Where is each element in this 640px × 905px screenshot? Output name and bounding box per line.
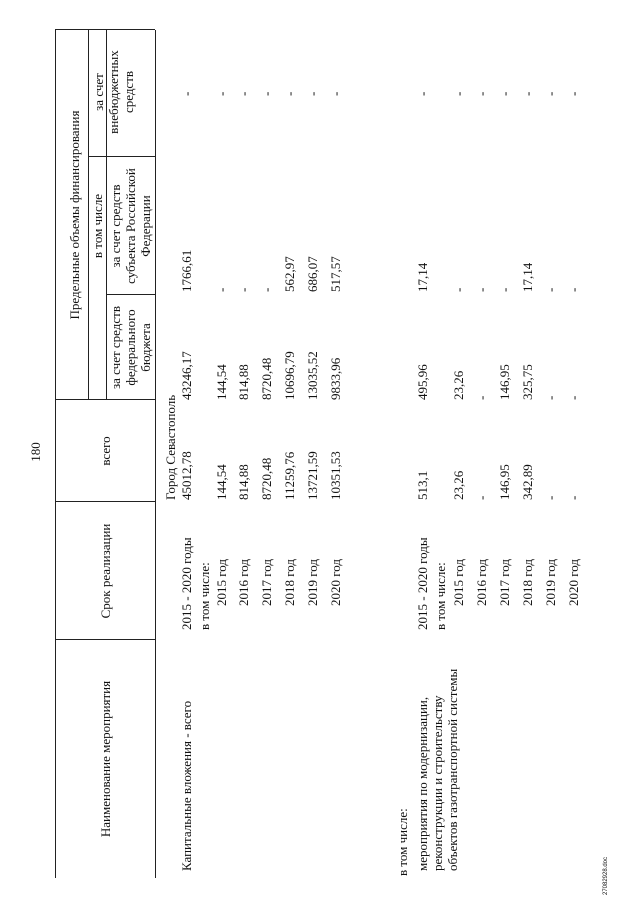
- cell-subject: -: [214, 287, 229, 292]
- cell-subject: 17,14: [415, 262, 430, 292]
- cell-extra: -: [566, 91, 581, 96]
- header-total: всего: [98, 436, 113, 466]
- cell-extra: -: [497, 91, 512, 96]
- header-federal: за счет средств федерального бюджета: [108, 306, 153, 389]
- cell-total: 513,1: [415, 470, 430, 500]
- cell-federal: 23,26: [451, 370, 466, 400]
- header-financing: Предельные объемы финансирования: [67, 110, 82, 320]
- cell-subject: -: [566, 287, 581, 292]
- cell-subject: -: [474, 287, 489, 292]
- cell-subject: -: [543, 287, 558, 292]
- cell-total: 11259,76: [282, 451, 297, 500]
- page-number: 180: [28, 442, 43, 462]
- header-period: Срок реализации: [98, 523, 113, 619]
- cell-extra: -: [305, 91, 320, 96]
- cell-total: 814,88: [236, 464, 251, 500]
- header-extra: за счет внебюджетных средств: [91, 50, 136, 134]
- header-subject: за счет средств субъекта Российской Федерации: [108, 168, 153, 284]
- cell-period: 2017 год: [259, 559, 274, 606]
- cell-subject: 517,57: [328, 256, 343, 292]
- cell-federal: 13035,52: [305, 351, 320, 400]
- cell-total: 10351,53: [328, 451, 343, 500]
- cell-total: 144,54: [214, 464, 229, 500]
- financing-table: [55, 26, 580, 878]
- document-id: 27082928.doc: [603, 856, 609, 896]
- cell-subject: 17,14: [520, 262, 535, 292]
- cell-extra: -: [328, 91, 343, 96]
- cell-period: 2016 год: [474, 559, 489, 606]
- header-bottom-border: [155, 30, 156, 878]
- cell-name: в том числе:: [395, 808, 410, 876]
- cell-subject: -: [236, 287, 251, 292]
- table-top-border: [55, 30, 56, 878]
- cell-total: 8720,48: [259, 457, 274, 500]
- cell-federal: 43246,17: [179, 351, 194, 400]
- cell-period: в том числе:: [433, 562, 448, 630]
- cell-total: -: [566, 495, 581, 500]
- cell-federal: 146,95: [497, 364, 512, 400]
- cell-total: -: [474, 495, 489, 500]
- cell-federal: -: [566, 395, 581, 400]
- cell-federal: 9833,96: [328, 357, 343, 400]
- cell-period: 2015 - 2020 годы: [415, 537, 430, 630]
- cell-total: 342,89: [520, 464, 535, 500]
- cell-subject: -: [497, 287, 512, 292]
- cell-subject: 1766,61: [179, 249, 194, 292]
- cell-subject: 562,97: [282, 256, 297, 292]
- cell-federal: 144,54: [214, 364, 229, 400]
- cell-period: 2018 год: [520, 559, 535, 606]
- cell-period: 2017 год: [497, 559, 512, 606]
- cell-subject: 686,07: [305, 256, 320, 292]
- cell-extra: -: [520, 91, 535, 96]
- cell-period: 2019 год: [543, 559, 558, 606]
- cell-extra: -: [236, 91, 251, 96]
- col-divider-federal-subject: [106, 294, 155, 295]
- cell-extra: -: [259, 91, 274, 96]
- cell-federal: 325,75: [520, 364, 535, 400]
- cell-extra: -: [179, 91, 194, 96]
- cell-extra: -: [415, 91, 430, 96]
- header-subgroup-rule: [88, 30, 89, 400]
- cell-period: 2015 год: [451, 559, 466, 606]
- region-title: Город Севастополь: [163, 394, 178, 500]
- cell-extra: -: [282, 91, 297, 96]
- cell-federal: 8720,48: [259, 357, 274, 400]
- cell-subject: -: [451, 287, 466, 292]
- cell-extra: -: [543, 91, 558, 96]
- cell-federal: 814,88: [236, 364, 251, 400]
- cell-period: 2015 - 2020 годы: [179, 537, 194, 630]
- cell-period: 2015 год: [214, 559, 229, 606]
- cell-subject: -: [259, 287, 274, 292]
- cell-total: 146,95: [497, 464, 512, 500]
- header-name: Наименование мероприятия: [98, 680, 113, 838]
- cell-federal: 10696,79: [282, 351, 297, 400]
- cell-period: 2018 год: [282, 559, 297, 606]
- cell-total: 13721,59: [305, 451, 320, 500]
- cell-extra: -: [474, 91, 489, 96]
- cell-total: -: [543, 495, 558, 500]
- header-including: в том числе: [90, 193, 105, 259]
- cell-federal: -: [474, 395, 489, 400]
- cell-total: 45012,78: [179, 451, 194, 500]
- cell-name: Капитальные вложения - всего: [179, 700, 194, 871]
- cell-period: в том числе:: [197, 562, 212, 630]
- cell-period: 2020 год: [328, 559, 343, 606]
- cell-period: 2016 год: [236, 559, 251, 606]
- cell-period: 2020 год: [566, 559, 581, 606]
- cell-total: 23,26: [451, 470, 466, 500]
- cell-extra: -: [214, 91, 229, 96]
- cell-federal: -: [543, 395, 558, 400]
- cell-name: мероприятия по модернизации, реконструкции и строительству объектов газотранспортной системы: [415, 668, 460, 871]
- cell-extra: -: [451, 91, 466, 96]
- cell-federal: 495,96: [415, 364, 430, 400]
- cell-period: 2019 год: [305, 559, 320, 606]
